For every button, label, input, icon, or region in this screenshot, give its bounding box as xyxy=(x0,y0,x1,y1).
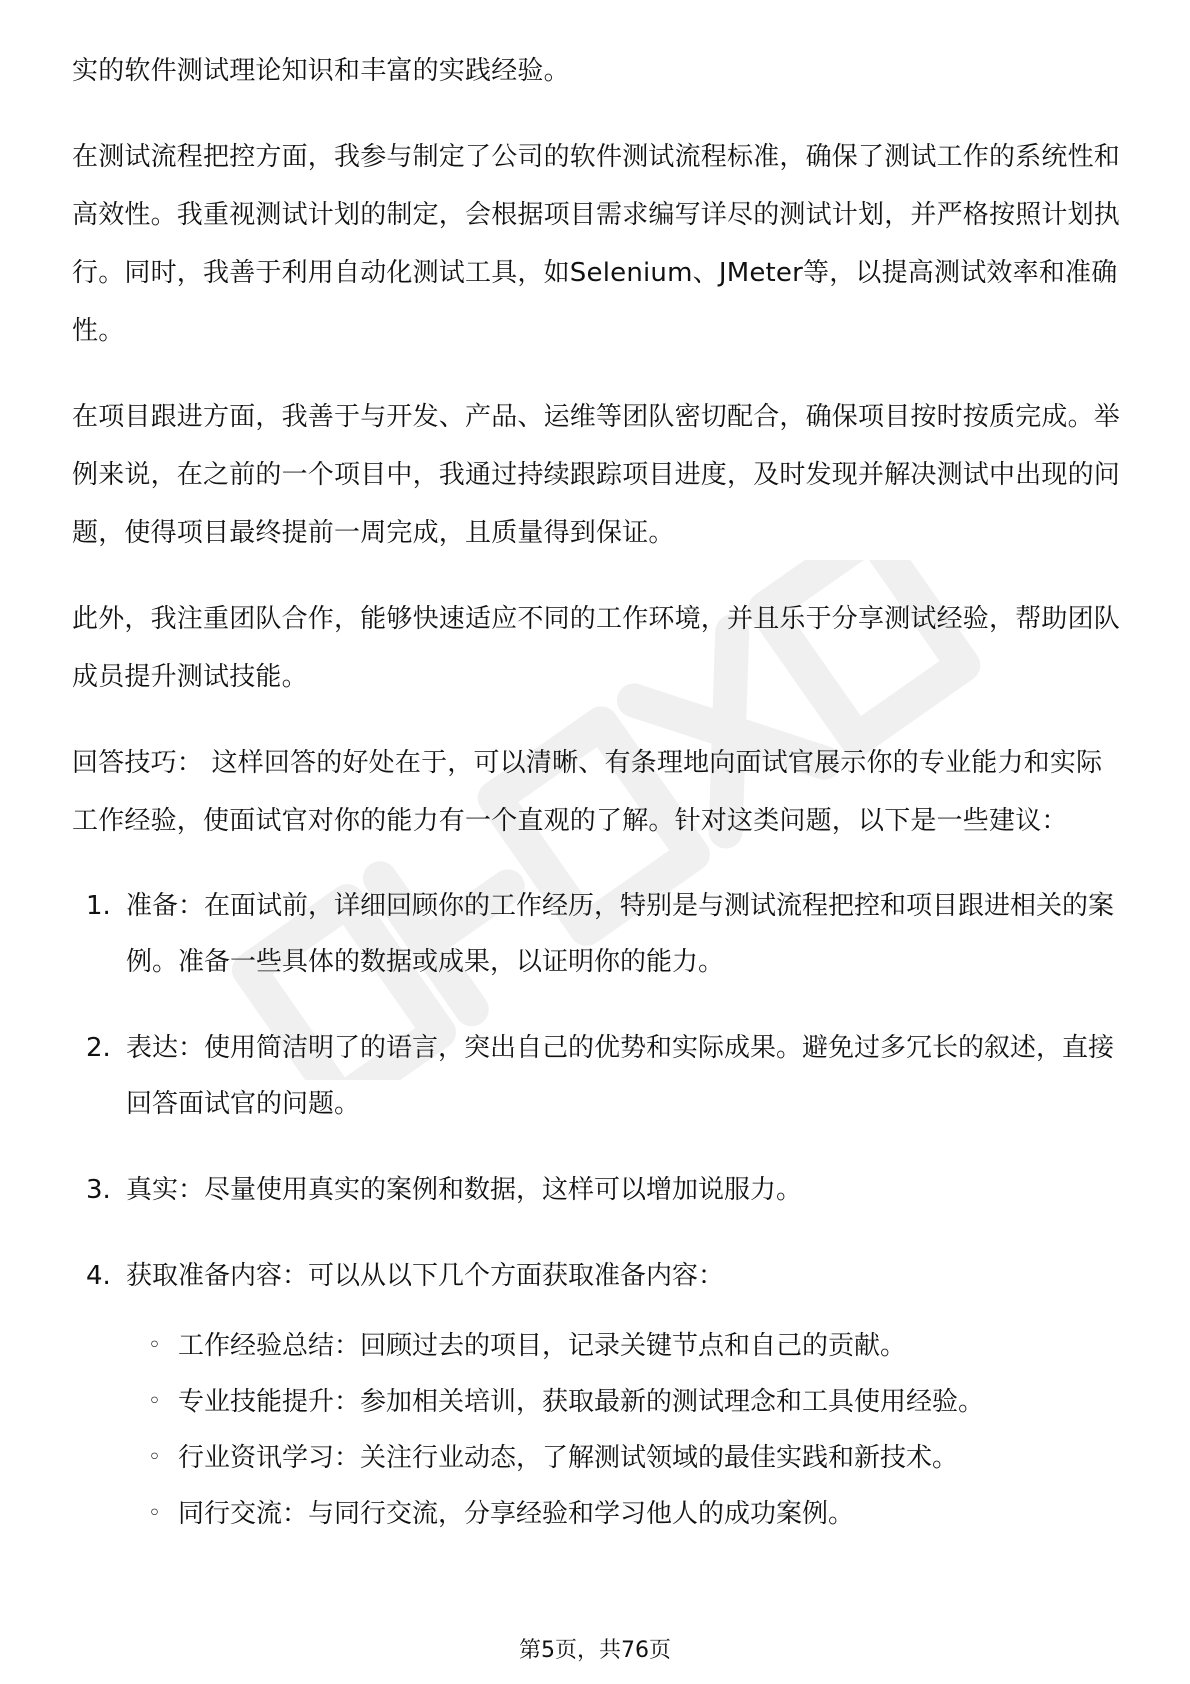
page-number-footer: 第5页，共76页 xyxy=(519,1638,671,1663)
list-number: 2. xyxy=(86,1033,111,1063)
sub-list-item-text: 同行交流：与同行交流，分享经验和学习他人的成功案例。 xyxy=(178,1499,855,1529)
list-item xyxy=(72,1162,1122,1218)
bullet-icon: ◦ xyxy=(148,1333,161,1358)
list-item-text: 准备：在面试前，详细回顾你的工作经历，特别是与测试流程把控和项目跟进相关的案例。准备一些具体的数据或成果，以证明你的能力。 xyxy=(126,891,1115,977)
sub-list-item xyxy=(126,1374,1122,1430)
paragraph-1: 实的软件测试理论知识和丰富的实践经验。 xyxy=(72,56,570,86)
list-item xyxy=(72,1248,1122,1542)
sub-list-item-text: 专业技能提升：参加相关培训，获取最新的测试理念和工具使用经验。 xyxy=(178,1387,985,1417)
list-item xyxy=(72,1020,1122,1132)
paragraph-2: 在测试流程把控方面，我参与制定了公司的软件测试流程标准，确保了测试工作的系统性和高效性。我重视测试计划的制定，会根据项目需求编写详尽的测试计划，并严格按照计划执行。同时，我善于利用自动化测试工具，如Selenium、JMeter等，以提高测试效率和准确性。 xyxy=(72,142,1121,346)
bullet-icon: ◦ xyxy=(148,1501,161,1526)
sub-list-item-text: 工作经验总结：回顾过去的项目，记录关键节点和自己的贡献。 xyxy=(178,1331,907,1361)
sub-list-item-text: 行业资讯学习：关注行业动态，了解测试领域的最佳实践和新技术。 xyxy=(178,1443,959,1473)
list-item-text: 真实：尽量使用真实的案例和数据，这样可以增加说服力。 xyxy=(126,1175,803,1205)
paragraph-5: 回答技巧： 这样回答的好处在于，可以清晰、有条理地向面试官展示你的专业能力和实际工作经验，使面试官对你的能力有一个直观的了解。针对这类问题，以下是一些建议： xyxy=(72,748,1103,836)
document-body xyxy=(72,42,1122,1572)
tips-list xyxy=(72,878,1122,1542)
paragraph-4: 此外，我注重团队合作，能够快速适应不同的工作环境，并且乐于分享测试经验，帮助团队成员提升测试技能。 xyxy=(72,604,1121,692)
list-number: 1. xyxy=(86,891,111,921)
sub-list-item xyxy=(126,1318,1122,1374)
bullet-icon: ◦ xyxy=(148,1389,161,1414)
sub-list xyxy=(126,1318,1122,1542)
sub-list-item xyxy=(126,1430,1122,1486)
list-item xyxy=(72,878,1122,990)
sub-list-item xyxy=(126,1486,1122,1542)
list-number: 4. xyxy=(86,1261,111,1291)
list-item-text: 表达：使用简洁明了的语言，突出自己的优势和实际成果。避免过多冗长的叙述，直接回答面试官的问题。 xyxy=(126,1033,1115,1119)
list-number: 3. xyxy=(86,1175,111,1205)
paragraph-3: 在项目跟进方面，我善于与开发、产品、运维等团队密切配合，确保项目按时按质完成。举例来说，在之前的一个项目中，我通过持续跟踪项目进度，及时发现并解决测试中出现的问题，使得项目最终提前一周完成，且质量得到保证。 xyxy=(72,402,1121,548)
bullet-icon: ◦ xyxy=(148,1445,161,1470)
list-item-text: 获取准备内容：可以从以下几个方面获取准备内容： xyxy=(126,1261,725,1291)
